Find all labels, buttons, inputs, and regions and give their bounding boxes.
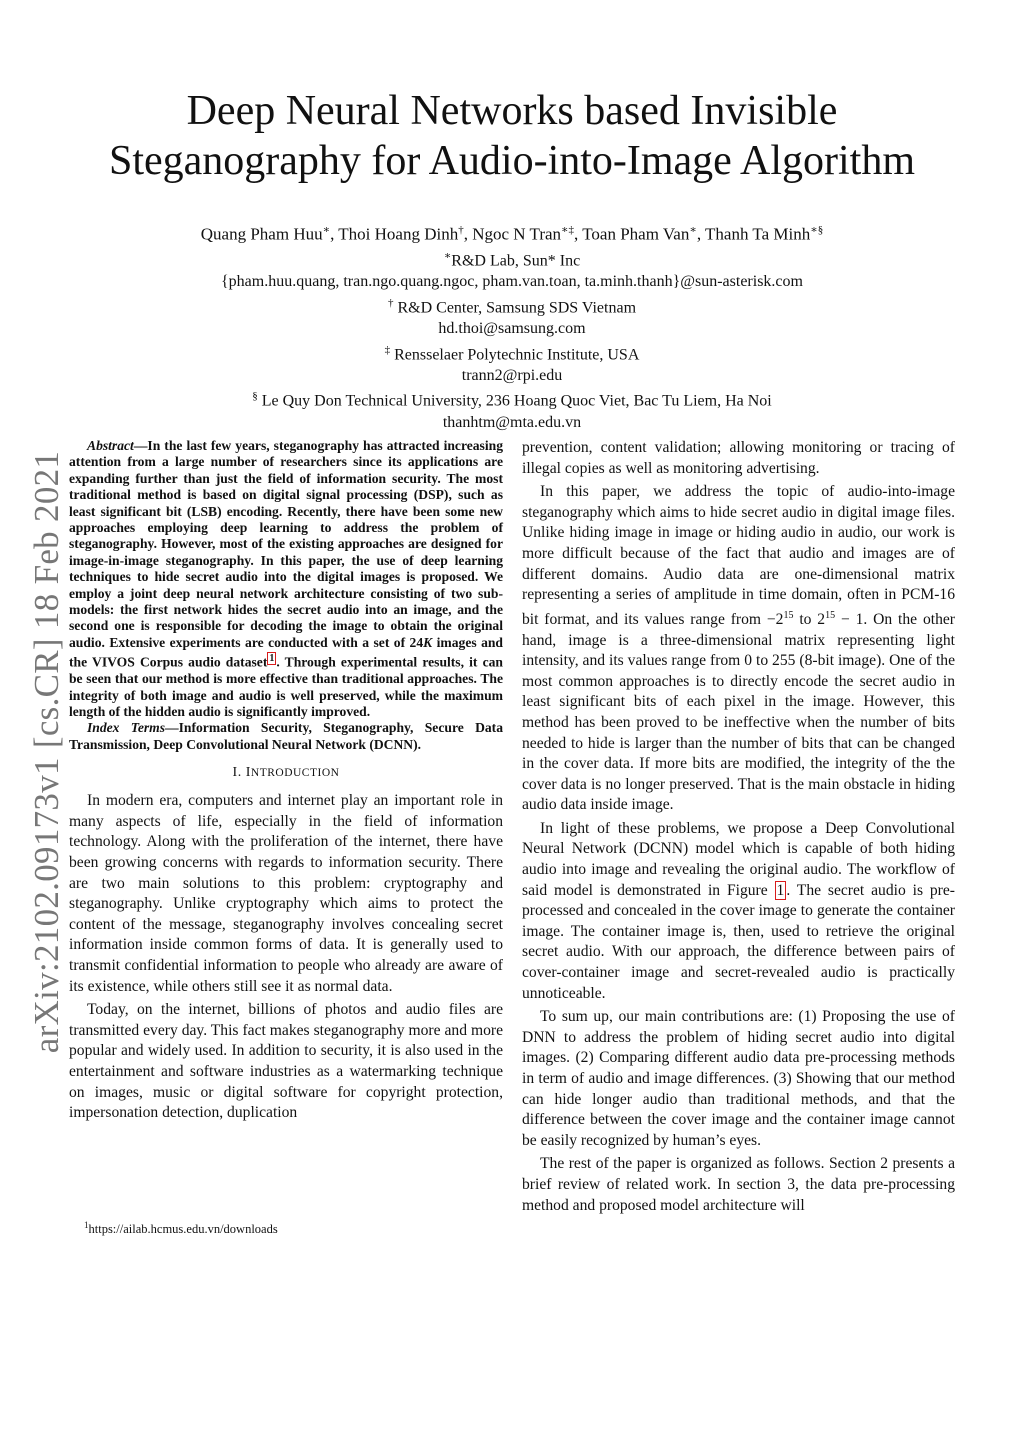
figure-reference-link[interactable]: 1 [776, 881, 785, 899]
author-mark: ∗ [689, 224, 697, 236]
paragraph [522, 482, 955, 816]
author-mark: ∗§ [810, 224, 824, 236]
left-column [69, 438, 503, 1127]
paragraph-text: . The secret audio is pre-processed and concealed in the cover image to generate the container image. The container image is, then, used to retrieve the original secret audio. With our approach, the difference between pairs of cover-container image and secret-revealed audio is practically unnoticeable. [522, 881, 955, 1002]
paragraph-continued: prevention, content validation; allowing monitoring or tracing of illegal copies as well as monitoring advertising. [522, 439, 955, 477]
paragraph-text: − 1. On the other hand, image is a three-dimensional matrix representing light intensity, and its values range from 0 to 255 (8-bit image). One of the most common approaches is to directly encode the secret audio in least significant bits of each pixel in the image. However, this method has been proved to be ineffective when the number of bits needed to hide is larger than the number of bits that can be changed in the cover data. If more bits are modified, the integrity of the the cover data is no longer preserved. That is the main obstacle in hiding audio data inside image. [522, 610, 955, 814]
affiliation-email-2: hd.thoi@samsung.com [438, 319, 586, 337]
affiliation-4 [70, 386, 954, 412]
paper-title [70, 86, 954, 186]
author-name: Toan Pham Van [582, 224, 690, 244]
author-name: Quang Pham Huu [200, 224, 323, 244]
abstract [69, 438, 503, 720]
arxiv-sidebar [0, 0, 68, 1448]
paragraph-text: In light of these problems, we propose a Deep Convolutional Neural Network (DCNN) model which is capable of both hiding audio into image and revealing the original audio. The workflow of said model is demonstrated in Figure [522, 819, 955, 899]
index-terms-dash: — [165, 720, 179, 736]
abstract-dash: — [133, 438, 148, 453]
author-name: Thanh Ta Minh [705, 224, 811, 244]
affiliation-emails-1: {pham.huu.quang, tran.ngo.quang.ngoc, pham.van.toan, ta.minh.thanh}@sun-asterisk.com [221, 272, 803, 290]
title-line-1: Deep Neural Networks based Invisible [186, 88, 838, 134]
affiliation-email-3: trann2@rpi.edu [461, 366, 563, 384]
author-mark: ∗‡ [561, 224, 575, 236]
affiliation-email-4: thanhtm@mta.edu.vn [442, 413, 582, 431]
paragraph: To sum up, our main contributions are: (1) Proposing the use of DNN to address the problem of hiding secret audio into digital images. (2) Comparing different audio data pre-processing methods in term of audio and image differences. (3) Showing that our method can hide longer audio than traditional methods, and that the difference between the cover image and the container image cannot be easily recognized by human’s eyes. [522, 1008, 955, 1149]
section-numeral: I. [232, 765, 246, 781]
index-terms-label: Index Terms [87, 720, 166, 736]
affiliation-text: Le Quy Don Technical University, 236 Hoang Quoc Viet, Bac Tu Liem, Ha Noi [257, 392, 772, 410]
paragraph-text: to 2 [793, 610, 826, 628]
title-line-2: Steganography for Audio-into-Image Algorithm [108, 138, 916, 184]
section-initial: I [245, 765, 251, 781]
author-name: Thoi Hoang Dinh [338, 224, 459, 244]
section-heading-introduction [69, 765, 503, 781]
abstract-label: Abstract [87, 438, 134, 453]
exponent: 15 [783, 609, 794, 621]
paragraph: In modern era, computers and internet play an important role in many aspects of life, especially in the field of information technology. Along with the proliferation of the internet, there have been growing concerns with regards to information security. There are two main solutions to this problem: cryptography and steganography. Unlike cryptography which aims to protect the content of the message, steganography involves concealing secret information inside common forms of data. It is generally used to transmit confidential information to people who already are aware of its existence, while others still see it as normal data. [69, 792, 503, 995]
affiliation-mark: § [252, 390, 258, 403]
affiliation-text: Rensselaer Polytechnic Institute, USA [390, 345, 640, 363]
affiliation-text: R&D Lab, Sun* Inc [451, 251, 581, 269]
affiliations [70, 246, 954, 434]
abstract-text: images and the VIVOS Corpus audio dataset [69, 634, 503, 670]
paragraph: Today, on the internet, billions of photos and audio files are transmitted every day. This fact makes steganography more and more popular and widely used. In addition to security, it is also used in the entertainment and software industries as a watermarking technique on images, music or digital software for copyright protection, impersonation detection, duplication [69, 1001, 503, 1122]
abstract-text: . Through experimental results, it can be seen that our method is more effective than traditional approaches. The integrity of both image and audio is well preserved, while the maximum length of the hidden audio is significantly improved. [69, 654, 503, 720]
index-terms-text: Information Security, Steganography, Secure Data Transmission, Deep Convolutional Neural Network (DCNN). [69, 720, 504, 752]
abstract-variable: K [423, 634, 433, 650]
abstract-text: In the last few years, steganography has attracted increasing attention from a large number of researchers since its applications are expanding further than just the field of information security. The most traditional method is based on digital signal processing (DSP), such as least significant bit (LSB) encoding. Recently, there have been some new approaches employing deep learning to address the problem of steganography. However, most of the existing approaches are designed for image-in-image steganography. In this paper, the use of deep learning techniques to hide secret audio into the digital images is proposed. We employ a joint deep neural network architecture consisting of two sub-models: the first network hides the secret audio into an image, and the second one is responsible for decoding the image to obtain the original audio. Extensive experiments are conducted with a set of 24 [69, 438, 503, 650]
right-column [522, 438, 955, 1219]
author-name: Ngoc N Tran [472, 224, 562, 244]
author-mark: † [458, 224, 464, 236]
paper-header [70, 86, 954, 433]
affiliation-3 [70, 340, 954, 366]
affiliation-text: R&D Center, Samsung SDS Vietnam [393, 298, 637, 316]
index-terms [69, 720, 503, 753]
affiliation-mark: ‡ [384, 343, 391, 356]
paragraph-text: In this paper, we address the topic of audio-into-image steganography which aims to hide secret audio in digital image files. Unlike hiding image in image or hiding audio in audio, our work is more difficult because of the fact that audio and images are of different domains. Audio data are one-dimensional matrix representing a series of amplitude in time domain, often in PCM-16 bit format, and its values range from −2 [522, 483, 955, 628]
author-list: Quang Pham Huu∗, Thoi Hoang Dinh†, Ngoc N Tran∗‡, Toan Pham Van∗, Thanh Ta Minh∗§ [200, 224, 824, 244]
arxiv-identifier: arXiv:2102.09173v1 [cs.CR] 18 Feb 2021 [27, 450, 66, 1054]
affiliation-2 [70, 293, 954, 319]
footnote-link[interactable]: 1 [269, 653, 275, 665]
author-mark: ∗ [322, 224, 331, 236]
affiliation-mark: ∗ [443, 249, 452, 262]
footnote-url[interactable]: https://ailab.hcmus.edu.vn/downloads [88, 1222, 278, 1237]
section-title-rest: NTRODUCTION [250, 767, 340, 780]
affiliation-1 [70, 246, 954, 272]
footnote-mark: 1 [84, 1220, 89, 1230]
paragraph: The rest of the paper is organized as follows. Section 2 presents a brief review of related work. In section 3, the data pre-processing method and proposed model architecture will [522, 1155, 955, 1214]
affiliation-mark: † [387, 296, 394, 309]
footnote [84, 1220, 278, 1237]
paragraph [522, 819, 955, 1004]
exponent: 15 [825, 609, 836, 621]
